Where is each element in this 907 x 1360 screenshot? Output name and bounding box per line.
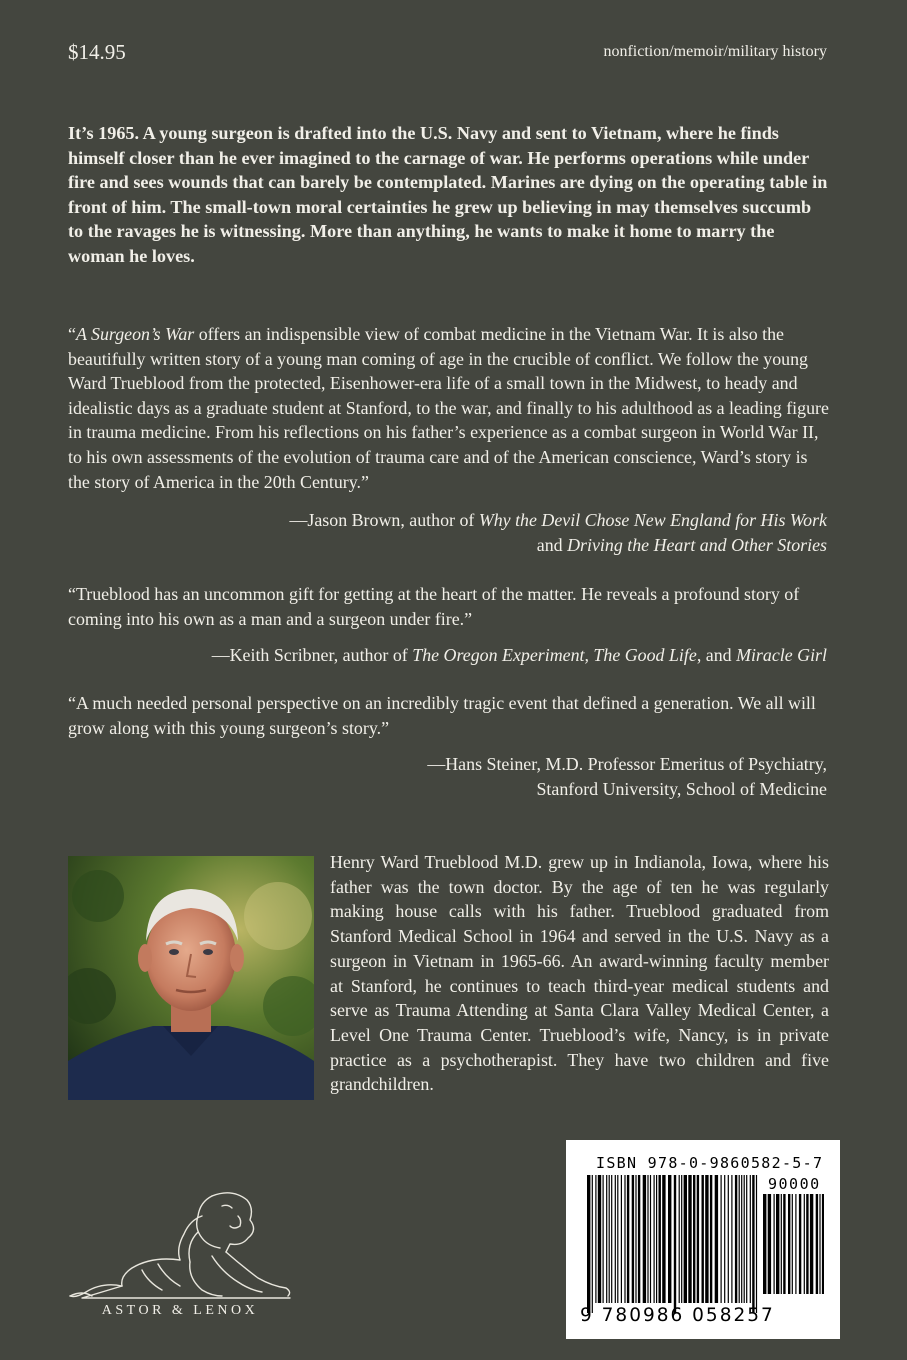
attribution-author: —Hans Steiner, M.D. Professor Emeritus of Psychiatry,	[427, 754, 827, 774]
barcode-bar	[681, 1175, 682, 1303]
barcode-bar	[662, 1175, 665, 1303]
isbn-label: ISBN 978-0-9860582-5-7	[596, 1154, 824, 1172]
barcode-bar	[735, 1175, 737, 1303]
barcode-bar	[684, 1175, 687, 1303]
attribution-work: Miracle Girl	[736, 645, 827, 665]
review-attribution-3	[127, 752, 827, 801]
barcode-bar	[668, 1175, 671, 1303]
barcode-bar	[799, 1194, 801, 1294]
attribution-work: Why the Devil Chose New England for His Work	[478, 510, 827, 530]
barcode-bar	[746, 1175, 747, 1303]
barcode-bar	[617, 1175, 618, 1303]
review-quote-2: “Trueblood has an uncommon gift for getting at the heart of the matter. He reveals a profound story of coming into his own as a man and a surgeon under fire.”	[68, 584, 800, 629]
review-attribution-2	[47, 643, 827, 668]
barcode-bar	[810, 1194, 813, 1294]
barcode-bar	[697, 1175, 699, 1303]
barcode-bar	[632, 1175, 634, 1303]
barcode-bar	[656, 1175, 657, 1303]
author-bio: Henry Ward Trueblood M.D. grew up in Indianola, Iowa, where his father was the town doctor. By the age of ten he was regularly making house calls with his father. Trueblood graduated from Stanford Medical School in 1964 and served in the U.S. Navy as a surgeon in Vietnam in 1965-66. An award-winning faculty member at Stanford, he continues to teach third-year medical students and serve as Trauma Attending at Santa Clara Valley Medical Center, a Level One Trauma Center. Trueblood’s wife, Nancy, is in private practice as a psychotherapist. They have two children and five grandchildren.	[330, 852, 829, 1095]
attribution-and: , and	[696, 645, 737, 665]
barcode-bar	[795, 1194, 796, 1294]
isbn-barcode	[566, 1140, 840, 1339]
barcode-bar	[705, 1175, 708, 1303]
ean-digits: 9 780986 058257	[580, 1305, 775, 1326]
barcode-bar	[611, 1175, 612, 1303]
barcode-bar	[650, 1175, 651, 1303]
attribution-work: Driving the Heart and Other Stories	[567, 534, 827, 555]
barcode-bar	[728, 1175, 729, 1303]
barcode-bar	[621, 1175, 622, 1303]
barcode-bar	[595, 1175, 596, 1303]
barcode-bar	[624, 1175, 625, 1303]
addon-barcode-bars	[762, 1194, 824, 1304]
barcode-bar	[783, 1194, 785, 1294]
author-portrait-illustration	[68, 856, 314, 1100]
genre-label: nonfiction/memoir/military history	[603, 43, 827, 60]
barcode-bar	[816, 1194, 818, 1294]
barcode-bar	[750, 1175, 751, 1303]
barcode-bar	[638, 1175, 640, 1303]
barcode-bar	[739, 1175, 740, 1303]
attribution-author: —Keith Scribner, author of	[211, 645, 413, 665]
barcode-bar	[679, 1175, 680, 1303]
review-quote-3: “A much needed personal perspective on an incredibly tragic event that defined a generation. We all will grow along with this young surgeon’s story.”	[68, 693, 816, 738]
quote-open-mark: “	[68, 324, 76, 344]
attribution-and: and	[536, 534, 568, 555]
review-attribution-1	[127, 508, 827, 557]
price-label: $14.95	[68, 40, 126, 64]
barcode-bar	[744, 1175, 745, 1303]
barcode-bar	[715, 1175, 718, 1303]
barcode-bar	[819, 1194, 820, 1294]
barcode-bar	[598, 1175, 601, 1303]
barcode-bar	[822, 1194, 824, 1294]
barcode-bar	[763, 1194, 766, 1294]
barcode-bar	[702, 1175, 704, 1303]
barcode-bar	[741, 1175, 742, 1303]
barcode-bar	[781, 1194, 782, 1294]
ean-barcode-bars	[586, 1175, 758, 1313]
publisher-name: ASTOR & LENOX	[101, 1303, 259, 1318]
barcode-bar	[688, 1175, 691, 1303]
barcode-bar	[606, 1175, 607, 1303]
barcode-bar	[615, 1175, 616, 1303]
author-photo	[68, 856, 314, 1100]
barcode-bar	[603, 1175, 604, 1303]
book-blurb: It’s 1965. A young surgeon is drafted into the U.S. Navy and sent to Vietnam, where he finds himself closer than he ever imagined to the carnage of war. He performs operations while under fire and sees wounds that can barely be contemplated. Marines are dying on the operating table in front of him. The small-town moral certainties he grew up believing in may themselves succumb to the ravages he is witnessing. More than anything, he wants to make it home to marry the woman he loves.	[68, 123, 828, 266]
barcode-bar	[710, 1175, 712, 1303]
barcode-bar	[768, 1194, 771, 1294]
attribution-affiliation: Stanford University, School of Medicine	[536, 778, 827, 799]
barcode-bar	[792, 1194, 793, 1294]
barcode-bar	[635, 1175, 636, 1303]
barcode-bar	[731, 1175, 732, 1303]
barcode-bar	[647, 1175, 648, 1303]
barcode-bar	[804, 1194, 805, 1294]
barcode-bar	[752, 1175, 754, 1313]
barcode-bar	[693, 1175, 695, 1303]
attribution-work: The Oregon Experiment, The Good Life	[412, 645, 697, 665]
review-quote-1	[68, 322, 830, 494]
barcode-bar	[806, 1194, 808, 1294]
barcode-bar	[788, 1194, 790, 1294]
price-code: 90000	[768, 1175, 821, 1193]
book-title: A Surgeon’s War	[75, 324, 195, 344]
barcode-bar	[756, 1175, 757, 1313]
barcode-bar	[627, 1175, 629, 1303]
barcode-bar	[643, 1175, 646, 1303]
lion-icon	[62, 1186, 298, 1306]
barcode-bar	[592, 1175, 593, 1313]
barcode-bar	[609, 1175, 610, 1303]
barcode-bar	[776, 1194, 779, 1294]
barcode-bar	[721, 1175, 722, 1303]
barcode-bar	[659, 1175, 661, 1303]
barcode-bar	[774, 1194, 775, 1294]
barcode-bar	[587, 1175, 590, 1313]
barcode-bar	[724, 1175, 725, 1303]
barcode-bar	[674, 1175, 676, 1313]
quote-body: offers an indispensible view of combat medicine in the Vietnam War. It is also the beautifully written story of a young man coming of age in the crucible of conflict. We follow the young Ward Trueblood from the protected, Eisenhower-era life of a small town in the Midwest, to heady and idealistic days as a graduate student at Stanford, to the war, and finally to his adulthood as a leading figure in trauma medicine. From his reflections on his father’s experience as a combat surgeon in World War II, to his own assessments of the evolution of trauma care and of the American conscience, Ward’s story is the story of America in the 20th Century.”	[68, 324, 829, 492]
barcode-bar	[654, 1175, 655, 1303]
attribution-author: —Jason Brown, author of	[289, 510, 479, 530]
